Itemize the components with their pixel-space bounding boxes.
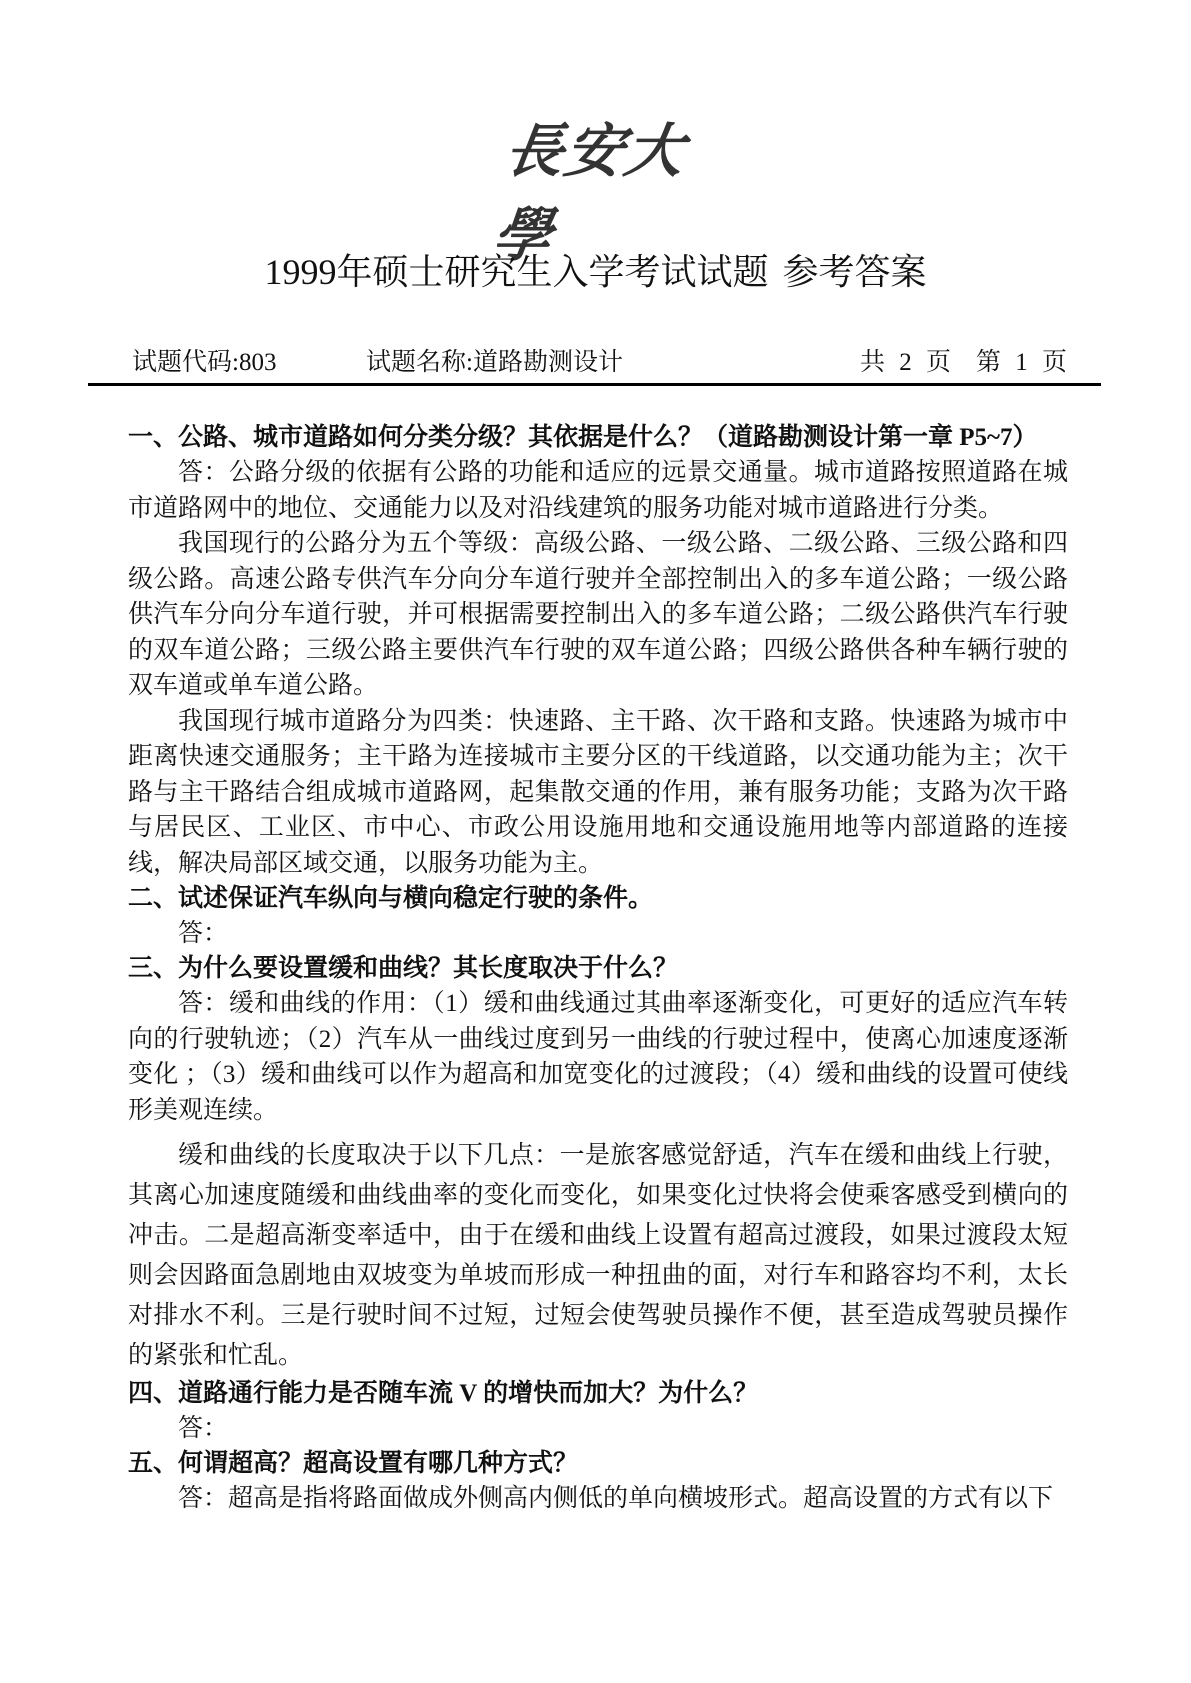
answer-key-label: 参考答案 xyxy=(782,252,927,292)
answer-paragraph: 我国现行城市道路分为四类：快速路、主干路、次干路和支路。快速路为城市中距离快速交通服务；主干路为连接城市主要分区的干线道路，以交通功能为主；次干路与主干路结合组成城市道路网，起集散交通的作用，兼有服务功能；支路为次干路与居民区、工业区、市中心、市政公用设施用地和交通设施用地等内部道路的连接线，解决局部区域交通，以服务功能为主。 xyxy=(128,707,1068,877)
answer-paragraph: 答：缓和曲线的作用：（1）缓和曲线通过其曲率逐渐变化，可更好的适应汽车转向的行驶轨迹；（2）汽车从一曲线过度到另一曲线的行驶过程中，使离心加速度逐渐变化 ；（3）缓和曲线可以作为超高和加宽变化的过渡段；（4）缓和曲线的设置可使线形美观连续。 xyxy=(128,990,1068,1124)
answer-label: 答： xyxy=(178,920,229,947)
answer-paragraph: 答：超高是指将路面做成外侧高内侧低的单向横坡形式。超高设置的方式有以下 xyxy=(178,1485,1054,1512)
question-1 xyxy=(128,420,1068,881)
page-title xyxy=(0,250,1191,294)
question-2 xyxy=(128,881,1068,951)
exam-title: 1999年硕士研究生入学考试试题 xyxy=(264,252,769,292)
answer-label: 答： xyxy=(178,1415,229,1442)
answer-paragraph: 缓和曲线的长度取决于以下几点：一是旅客感觉舒适，汽车在缓和曲线上行驶，其离心加速度随缓和曲线曲率的变化而变化，如果变化过快将会使乘客感受到横向的冲击。二是超高渐变率适中，由于在缓和曲线上设置有超高过渡段，如果过渡段太短则会因路面急剧地由双坡变为单坡而形成一种扭曲的面，对行车和路容均不利，太长对排水不利。三是行驶时间不过短，过短会使驾驶员操作不便，甚至造成驾驶员操作的紧张和忙乱。 xyxy=(128,1142,1068,1369)
question-4 xyxy=(128,1376,1068,1446)
paragraph-gap xyxy=(128,1128,1068,1136)
question-heading: 五、何谓超高？超高设置有哪几种方式？ xyxy=(128,1450,579,1477)
answer-paragraph: 答：公路分级的依据有公路的功能和适应的远景交通量。城市道路按照道路在城市道路网中的地位、交通能力以及对沿线建筑的服务功能对城市道路进行分类。 xyxy=(128,459,1068,522)
question-5 xyxy=(128,1446,1068,1517)
answer-paragraph: 我国现行的公路分为五个等级：高级公路、一级公路、二级公路、三级公路和四级公路。高速公路专供汽车分向分车道行驶并全部控制出入的多车道公路；一级公路供汽车分向分车道行驶，并可根据需要控制出入的多车道公路；二级公路供汽车行驶的双车道公路；三级公路主要供汽车行驶的双车道公路；四级公路供各种车辆行驶的双车道或单车道公路。 xyxy=(128,530,1068,699)
question-heading: 一、公路、城市道路如何分类分级？其依据是什么？（道路勘测设计第一章 P5~7） xyxy=(128,424,1038,451)
question-heading: 二、试述保证汽车纵向与横向稳定行驶的条件。 xyxy=(128,885,654,912)
exam-name: 试题名称:道路勘测设计 xyxy=(366,349,623,376)
exam-code: 试题代码:803 xyxy=(132,349,277,376)
exam-meta-bar xyxy=(88,345,1101,386)
page-info: 共 2 页 第 1 页 xyxy=(859,349,1067,376)
university-logo: 長安大學 xyxy=(488,117,690,269)
question-3 xyxy=(128,951,1068,1376)
question-heading: 四、道路通行能力是否随车流 V 的增快而加大？为什么？ xyxy=(128,1380,759,1407)
document-body xyxy=(128,420,1068,1517)
question-heading: 三、为什么要设置缓和曲线？其长度取决于什么？ xyxy=(128,955,679,982)
